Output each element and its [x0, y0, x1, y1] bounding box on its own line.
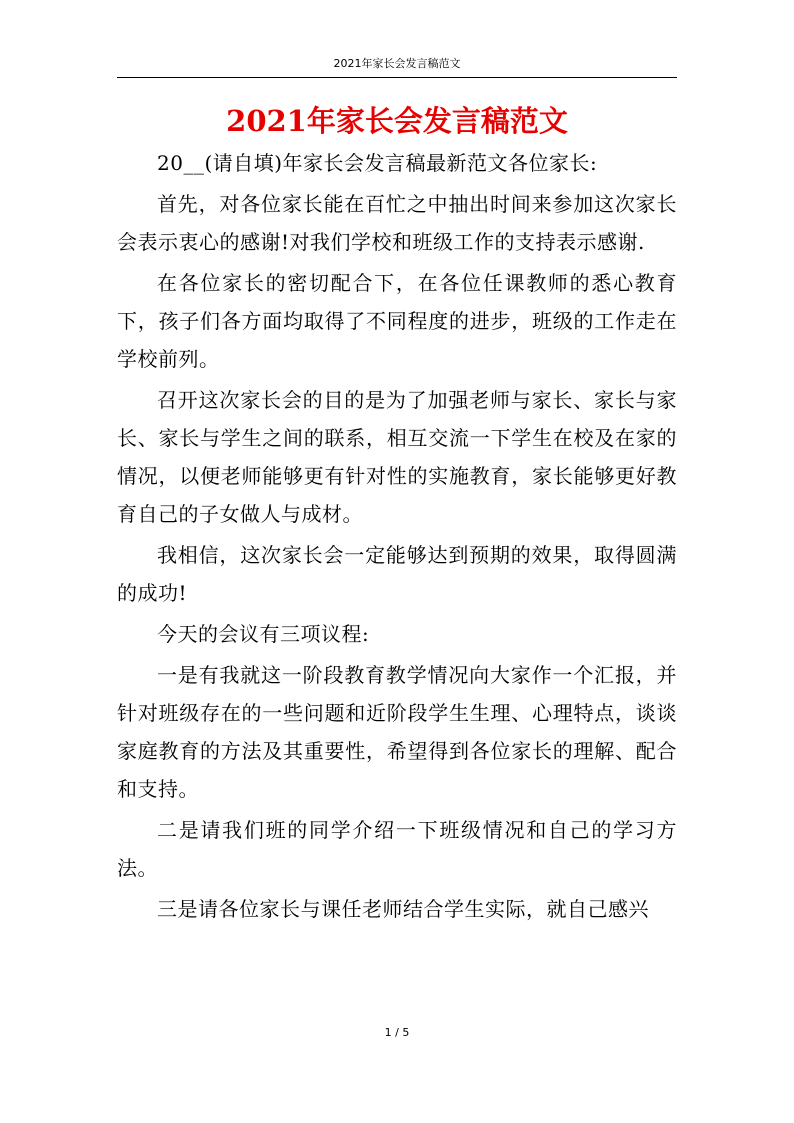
page-number: 1 / 5 [384, 1026, 410, 1039]
paragraph: 一是有我就这一阶段教育教学情况向大家作一个汇报，并针对班级存在的一些问题和近阶段学生生理、心理特点，谈谈家庭教育的方法及其重要性，希望得到各位家长的理解、配合和支持。 [117, 663, 677, 801]
paragraph: 20__(请自填)年家长会发言稿最新范文各位家长: [157, 151, 598, 175]
running-header: 2021年家长会发言稿范文 [333, 57, 461, 70]
paragraph: 三是请各位家长与课任老师结合学生实际，就自己感兴 [157, 897, 649, 921]
document-title: 2021年家长会发言稿范文 [226, 104, 568, 138]
paragraph: 今天的会议有三项议程: [157, 622, 370, 646]
paragraph: 在各位家长的密切配合下，在各位任课教师的悉心教育下，孩子们各方面均取得了不同程度的进步，班级的工作走在学校前列。 [117, 271, 677, 371]
paragraph: 首先，对各位家长能在百忙之中抽出时间来参加这次家长会表示衷心的感谢!对我们学校和班级工作的支持表示感谢. [117, 192, 677, 254]
paragraph: 我相信，这次家长会一定能够达到预期的效果，取得圆满的成功! [117, 543, 677, 605]
paragraph: 召开这次家长会的目的是为了加强老师与家长、家长与家长、家长与学生之间的联系，相互交流一下学生在校及在家的情况，以便老师能够更有针对性的实施教育，家长能够更好教育自己的子女做人与成材。 [117, 388, 677, 526]
header-divider [117, 77, 677, 78]
document-body [117, 144, 677, 931]
paragraph: 二是请我们班的同学介绍一下班级情况和自己的学习方法。 [117, 818, 677, 880]
